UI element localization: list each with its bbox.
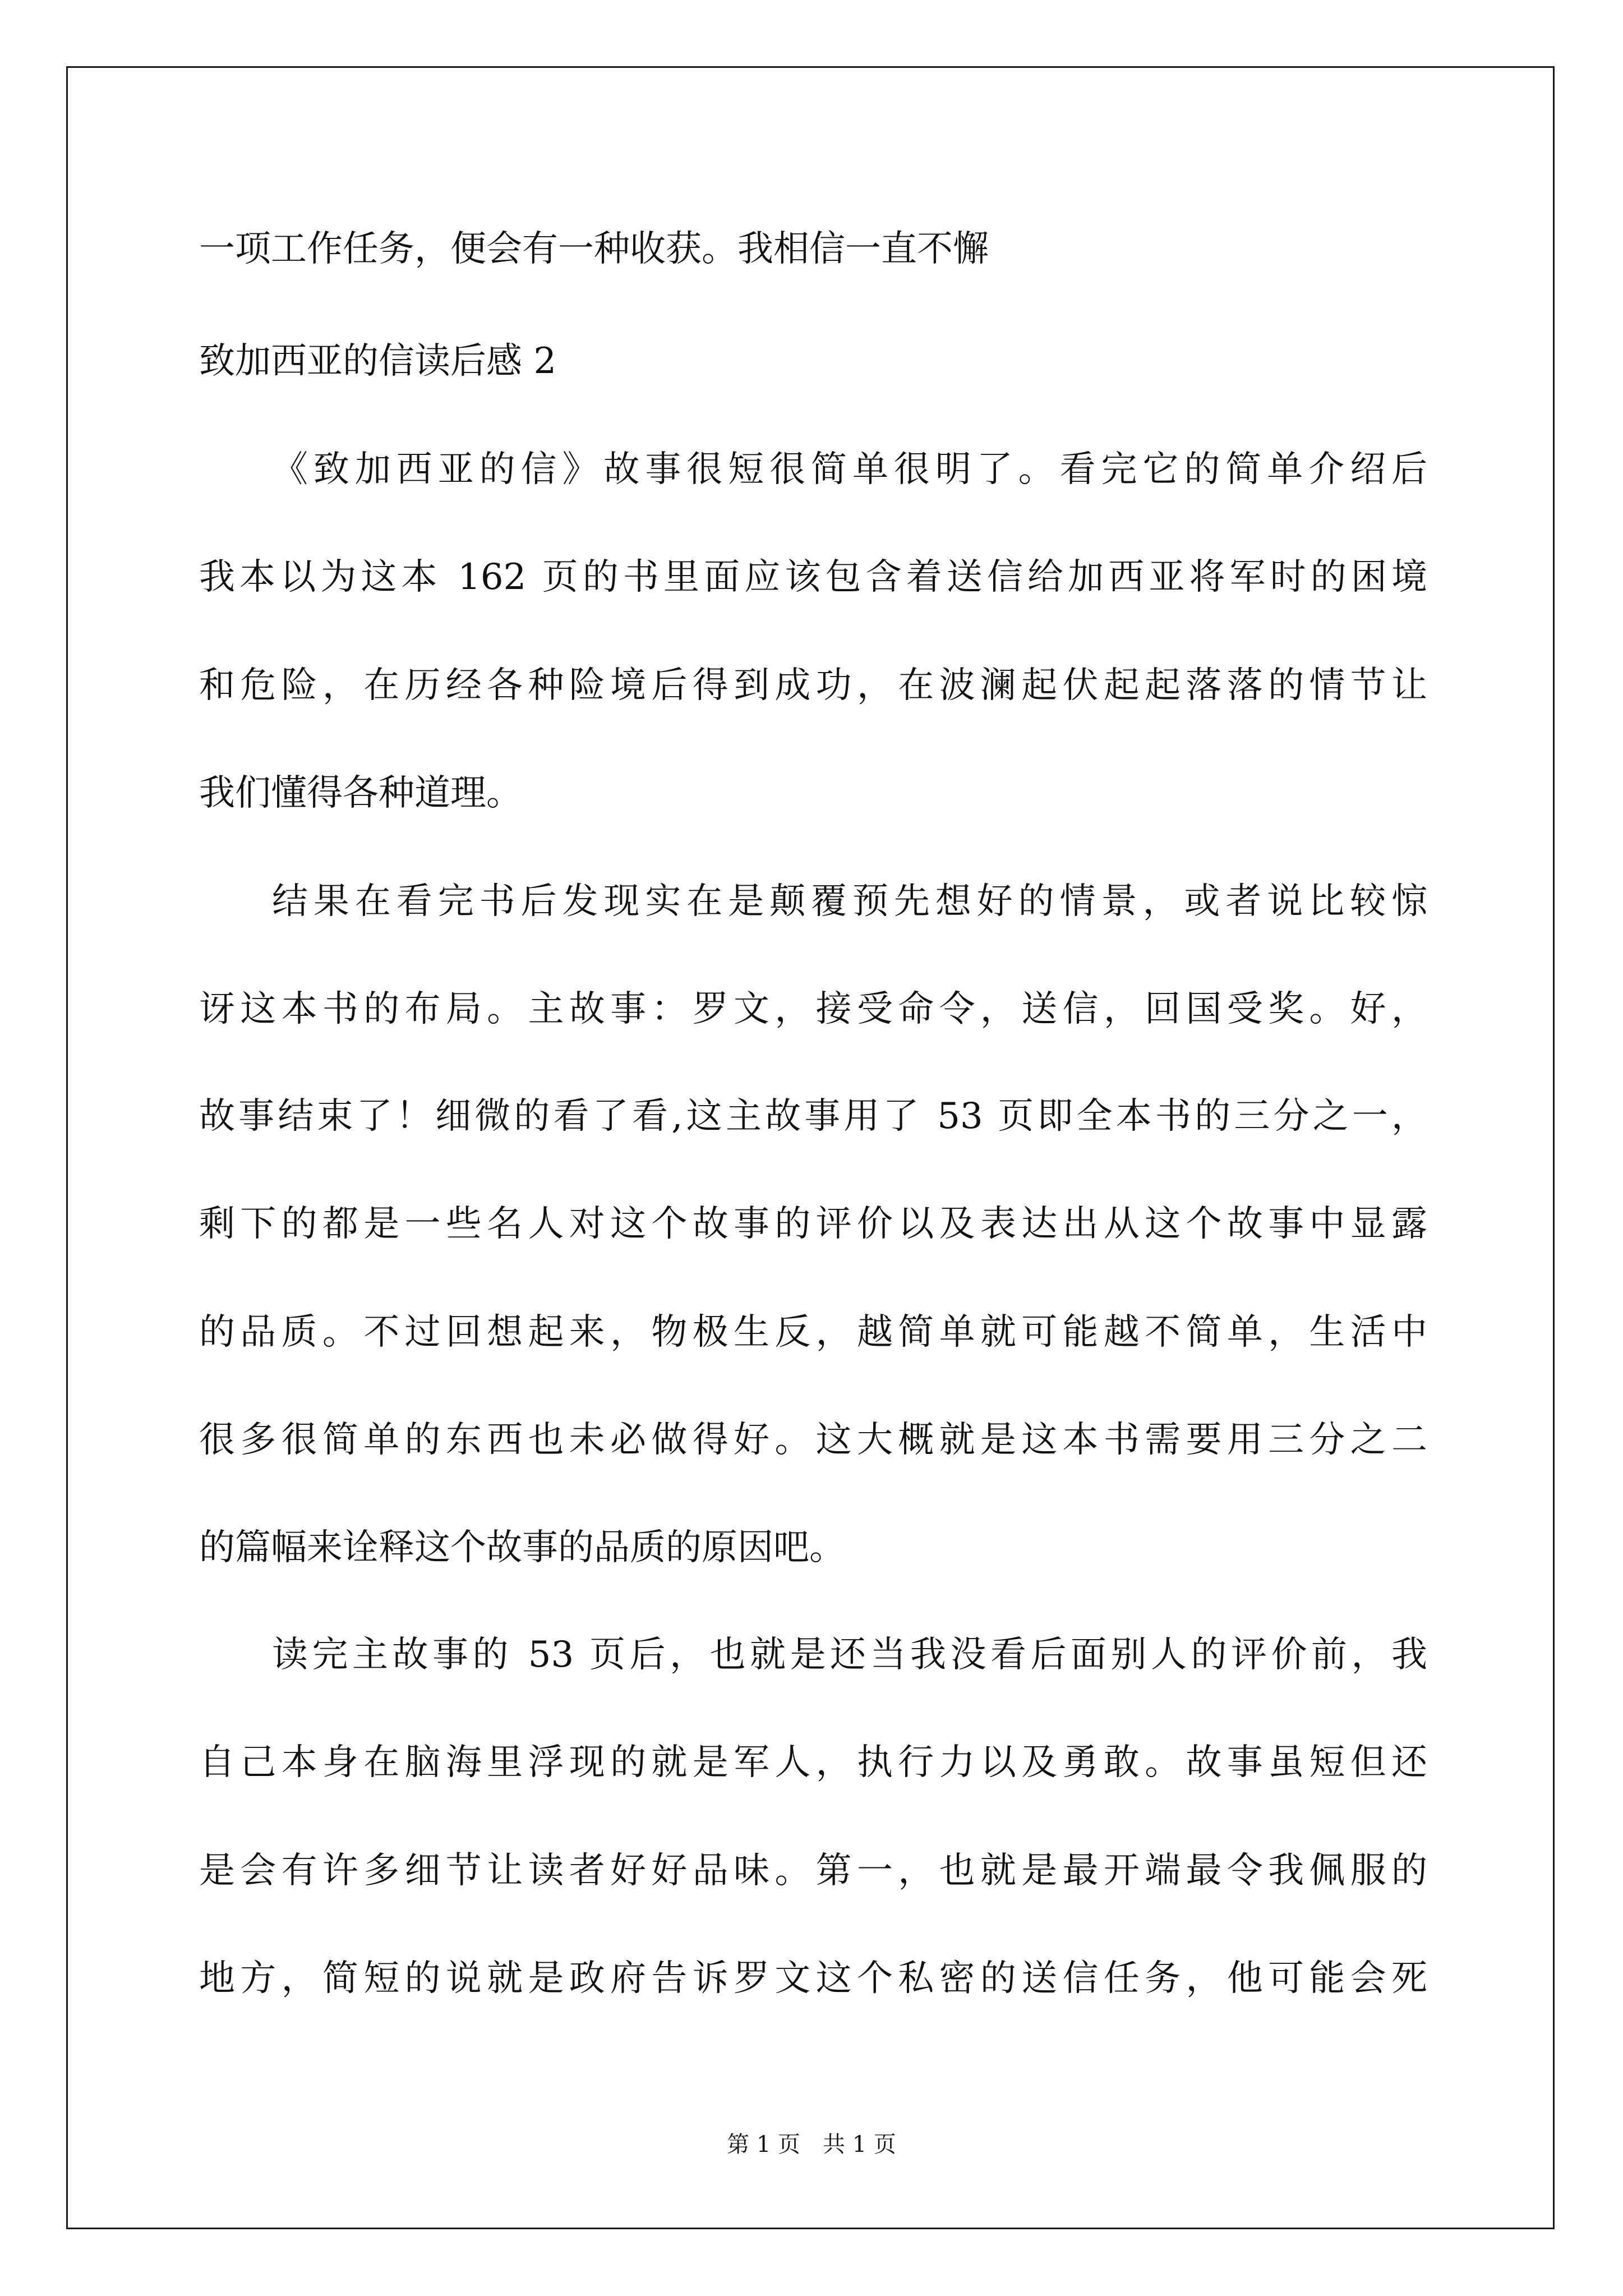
paragraph-1-line-2: 我本以为这本 162 页的书里面应该包含着送信给加西亚将军时的困境 (199, 556, 1427, 598)
paragraph-2-line-3: 故事结束了！细微的看了看,这主故事用了 53 页即全本书的三分之一， (199, 1096, 1427, 1137)
paragraph-2-line-1: 结果在看完书后发现实在是颠覆预先想好的情景，或者说比较惊 (272, 881, 1427, 922)
paragraph-2-line-5: 的品质。不过回想起来，物极生反，越简单就可能越不简单，生活中 (199, 1312, 1427, 1353)
paragraph-3-line-4: 地方，简短的说就是政府告诉罗文这个私密的送信任务，他可能会死 (199, 1958, 1427, 1999)
paragraph-1-line-3: 和危险，在历经各种险境后得到成功，在波澜起伏起起落落的情节让 (199, 665, 1427, 706)
section-heading: 致加西亚的信读后感 2 (199, 341, 557, 382)
paragraph-3-line-2: 自己本身在脑海里浮现的就是军人，执行力以及勇敢。故事虽短但还 (199, 1742, 1427, 1783)
paragraph-2-line-4: 剩下的都是一些名人对这个故事的评价以及表达出从这个故事中显露 (199, 1203, 1427, 1245)
text-line-1: 一项工作任务，便会有一种收获。我相信一直不懈 (199, 228, 989, 270)
paragraph-3-line-1: 读完主故事的 53 页后，也就是还当我没看后面别人的评价前，我 (272, 1634, 1427, 1676)
paragraph-2-line-2: 讶这本书的布局。主故事：罗文，接受命令，送信，回国受奖。好， (199, 988, 1427, 1030)
paragraph-1-line-1: 《致加西亚的信》故事很短很简单很明了。看完它的简单介绍后 (272, 449, 1427, 490)
paragraph-3-line-3: 是会有许多细节让读者好好品味。第一，也就是最开端最令我佩服的 (199, 1850, 1427, 1892)
page-border (66, 66, 1555, 2229)
page-number-footer: 第 1 页 共 1 页 (727, 2132, 896, 2157)
paragraph-2-line-7: 的篇幅来诠释这个故事的品质的原因吧。 (199, 1527, 845, 1568)
paragraph-1-line-4: 我们懂得各种道理。 (199, 772, 522, 814)
paragraph-2-line-6: 很多很简单的东西也未必做得好。这大概就是这本书需要用三分之二 (199, 1419, 1427, 1461)
